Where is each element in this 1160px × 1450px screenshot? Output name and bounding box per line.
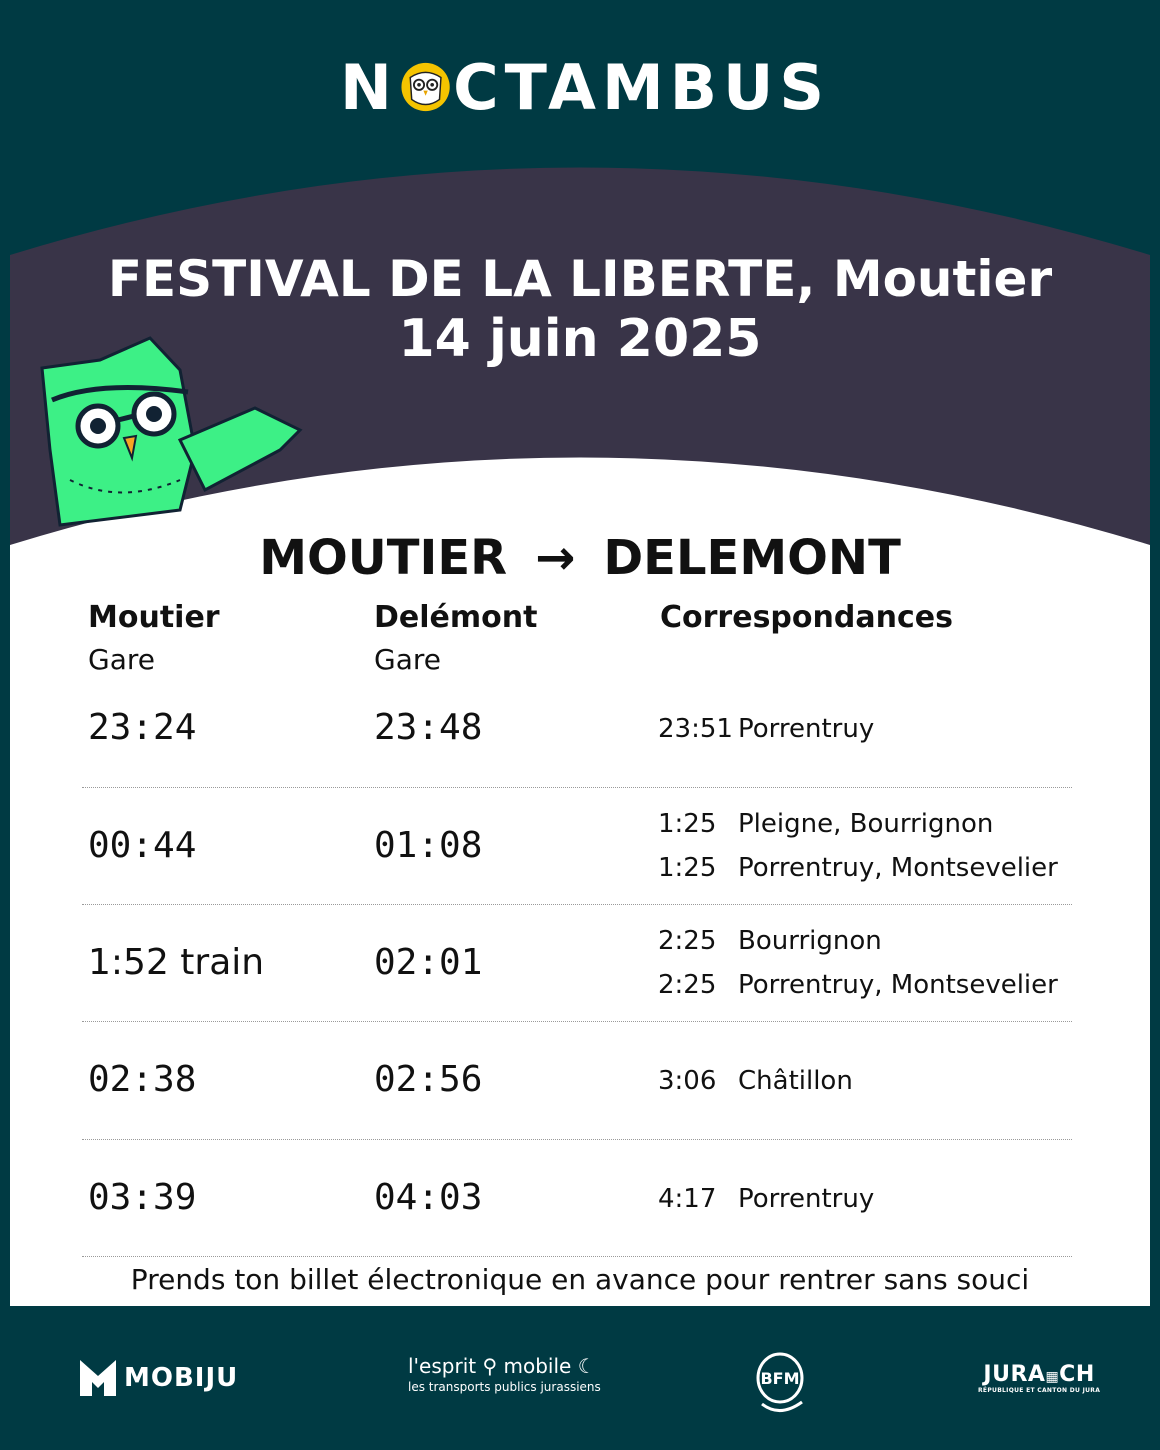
row-divider (82, 1256, 1072, 1257)
bfm-logo (752, 1344, 812, 1416)
jura-ch-text: CH (1059, 1362, 1095, 1387)
esprit-text-b: mobile (503, 1354, 572, 1378)
col-header-delemont: Delémont (374, 600, 538, 635)
footer-note: Prends ton billet électronique en avance pour rentrer sans souci (130, 1263, 1030, 1296)
route-arrow-icon: → (535, 530, 576, 586)
connection-dest: Porrentruy, Montsevelier (738, 970, 1058, 1000)
connection-time: 4:17 (658, 1184, 717, 1214)
depart-time: 03:39 (88, 1177, 197, 1218)
table-row (0, 670, 1160, 787)
route-from: MOUTIER (259, 530, 508, 586)
bfm-text: BFM (760, 1369, 800, 1388)
arrive-time: 02:56 (374, 1059, 483, 1100)
logo-text-end: CTAMBUS (453, 50, 830, 124)
jura-text: JURA (983, 1362, 1046, 1387)
connection-time: 2:25 (658, 926, 717, 956)
arrive-time: 01:08 (374, 825, 483, 866)
arrive-time: 04:03 (374, 1177, 483, 1218)
connection (658, 714, 874, 744)
event-date: 14 juin 2025 (398, 309, 762, 369)
esprit-mobile-logo (408, 1354, 601, 1394)
mobiju-logo (78, 1358, 238, 1398)
jura-flag-icon: ▦ (1045, 1369, 1060, 1385)
route-to: DELEMONT (603, 530, 901, 586)
noctambus-logo (340, 52, 830, 122)
connection-time: 23:51 (658, 714, 733, 744)
col-subheader-delemont: Gare (374, 643, 441, 676)
bicycle-icon: ⚲ (482, 1354, 498, 1378)
col-header-moutier: Moutier (88, 600, 220, 635)
connection-dest: Pleigne, Bourrignon (738, 809, 994, 839)
route-heading (0, 528, 1160, 588)
connection-time: 1:25 (658, 809, 717, 839)
partner-logos (0, 1340, 1160, 1420)
owl-mascot-icon (30, 330, 310, 530)
mobiju-m-icon (78, 1358, 118, 1398)
arrive-time: 23:48 (374, 707, 483, 748)
owl-face-icon (400, 52, 451, 122)
connection-dest: Porrentruy (738, 1184, 875, 1214)
connection (658, 970, 1058, 1000)
connection-time: 2:25 (658, 970, 717, 1000)
esprit-text-a: l'esprit (408, 1354, 477, 1378)
table-row (0, 904, 1160, 1021)
connection-dest: Porrentruy (738, 714, 875, 744)
esprit-tagline: les transports publics jurassiens (408, 1380, 601, 1394)
depart-time: 23:24 (88, 707, 197, 748)
depart-time: 02:38 (88, 1059, 197, 1100)
connection (658, 853, 1058, 883)
connection (658, 809, 993, 839)
col-subheader-moutier: Gare (88, 643, 155, 676)
table-row (0, 787, 1160, 904)
depart-time: 1:52 train (88, 942, 265, 983)
table-row (0, 1139, 1160, 1256)
connection-dest: Porrentruy, Montsevelier (738, 853, 1058, 883)
connection-time: 3:06 (658, 1066, 717, 1096)
connection-dest: Châtillon (738, 1066, 853, 1096)
connection (658, 1184, 874, 1214)
connection-time: 1:25 (658, 853, 717, 883)
jura-ch-logo (978, 1362, 1100, 1394)
arrive-time: 02:01 (374, 942, 483, 983)
mobiju-text: MOBIJU (124, 1363, 239, 1393)
connection-dest: Bourrignon (738, 926, 882, 956)
jura-subtitle: RÉPUBLIQUE ET CANTON DU JURA (978, 1387, 1101, 1394)
moon-icon: ☾ (577, 1354, 596, 1378)
connection (658, 1066, 853, 1096)
col-header-correspondances: Correspondances (660, 600, 953, 635)
logo-text-start: N (340, 50, 398, 124)
connection (658, 926, 882, 956)
event-title: FESTIVAL DE LA LIBERTE, Moutier (107, 250, 1053, 308)
depart-time: 00:44 (88, 825, 197, 866)
table-row (0, 1021, 1160, 1138)
